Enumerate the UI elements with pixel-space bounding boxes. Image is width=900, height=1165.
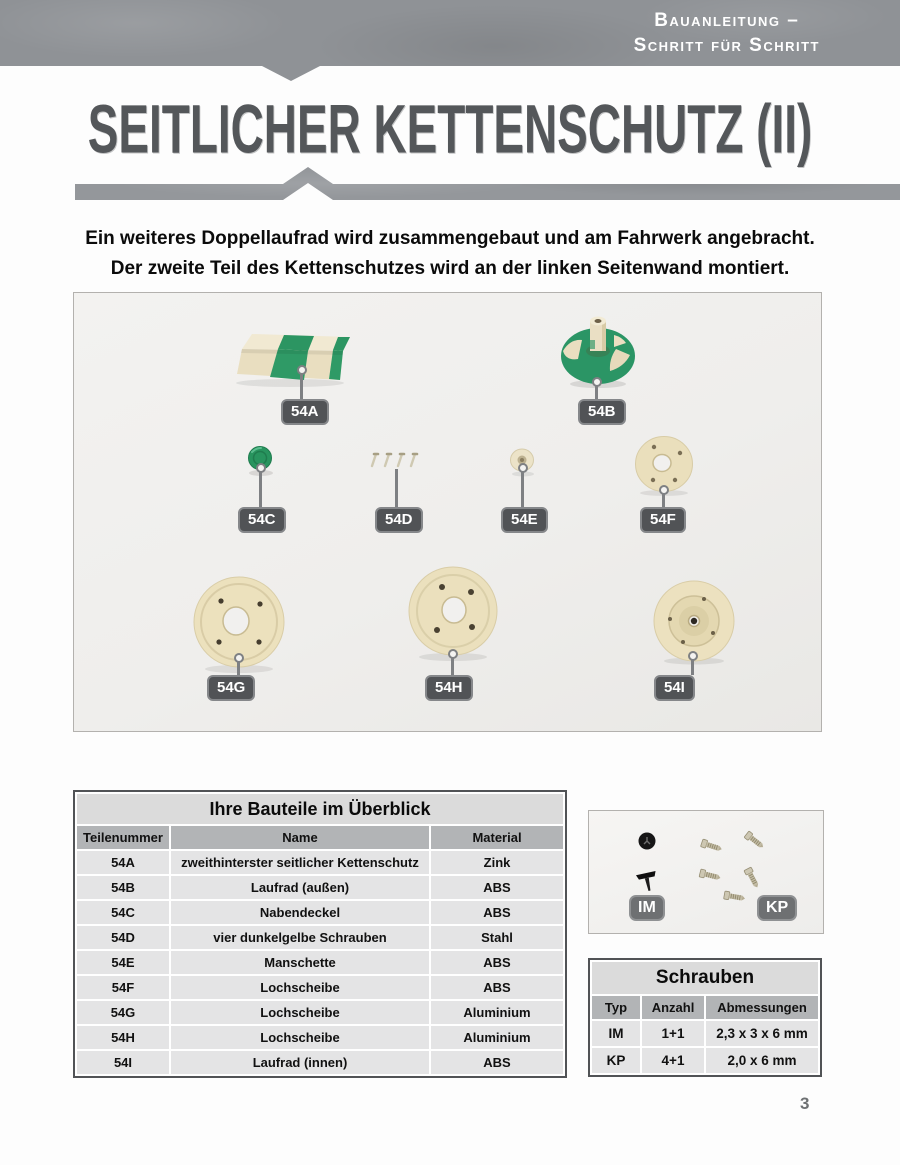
banner-line1: Bauanleitung – (654, 10, 800, 31)
part-label-54H: 54H (425, 675, 473, 701)
part-54H-line (451, 657, 454, 675)
table-row: 54D vier dunkelgelbe Schrauben Stahl (77, 926, 563, 949)
col-name: Name (171, 826, 429, 849)
part-54A-line (300, 373, 303, 400)
banner-line2: Schritt für Schritt (633, 35, 820, 56)
part-54F-line (662, 493, 665, 507)
part-54A-image (232, 327, 362, 389)
part-54D-line (395, 469, 398, 507)
part-label-54E: 54E (501, 507, 548, 533)
part-label-54I: 54I (654, 675, 695, 701)
banner-text (634, 8, 820, 58)
screws-table-title: Schrauben (592, 962, 818, 994)
screws-photo-panel (588, 810, 824, 934)
part-54I-line (691, 659, 694, 675)
table-row: IM 1+1 2,3 x 3 x 6 mm (592, 1021, 818, 1046)
table-row: 54F Lochscheibe ABS (77, 976, 563, 999)
part-label-54D: 54D (375, 507, 423, 533)
col-anzahl: Anzahl (642, 996, 704, 1019)
part-54B-line (595, 385, 598, 400)
intro-text (0, 224, 900, 284)
col-typ: Typ (592, 996, 640, 1019)
im-screws-image (619, 827, 675, 893)
table-row: 54H Lochscheibe Aluminium (77, 1026, 563, 1049)
table-row: 54C Nabendeckel ABS (77, 901, 563, 924)
title-divider-bar (75, 167, 900, 200)
part-54E-line (521, 471, 524, 507)
kp-label-badge: KP (757, 895, 797, 921)
intro-line1: Ein weiteres Doppellaufrad wird zusammengebaut und am Fahrwerk angebracht. (85, 228, 815, 249)
table-row: KP 4+1 2,0 x 6 mm (592, 1048, 818, 1073)
table-row: 54G Lochscheibe Aluminium (77, 1001, 563, 1024)
col-teilenummer: Teilenummer (77, 826, 169, 849)
screws-table (588, 958, 822, 1077)
top-banner (0, 0, 900, 66)
parts-table-title: Ihre Bauteile im Überblick (77, 794, 563, 824)
page-title: SEITLICHER KETTENSCHUTZ (II) (87, 90, 813, 167)
part-54C-line (259, 471, 262, 507)
col-material: Material (431, 826, 563, 849)
table-row: 54I Laufrad (innen) ABS (77, 1051, 563, 1074)
part-label-54A: 54A (281, 399, 329, 425)
table-row: 54A zweithinterster seitlicher Kettenschutz Zink (77, 851, 563, 874)
part-label-54G: 54G (207, 675, 255, 701)
col-abmessungen: Abmessungen (706, 996, 818, 1019)
page-number: 3 (800, 1094, 810, 1113)
part-54G-line (237, 661, 240, 675)
part-54D-image (366, 449, 422, 471)
parts-photo-panel (73, 292, 822, 732)
table-row: 54B Laufrad (außen) ABS (77, 876, 563, 899)
table-row: 54E Manschette ABS (77, 951, 563, 974)
banner-chevron-down (262, 66, 320, 81)
parts-overview-table (73, 790, 567, 1078)
part-label-54C: 54C (238, 507, 286, 533)
im-label-badge: IM (629, 895, 665, 921)
part-label-54F: 54F (640, 507, 686, 533)
part-label-54B: 54B (578, 399, 626, 425)
intro-line2: Der zweite Teil des Kettenschutzes wird an der linken Seitenwand montiert. (110, 258, 790, 279)
